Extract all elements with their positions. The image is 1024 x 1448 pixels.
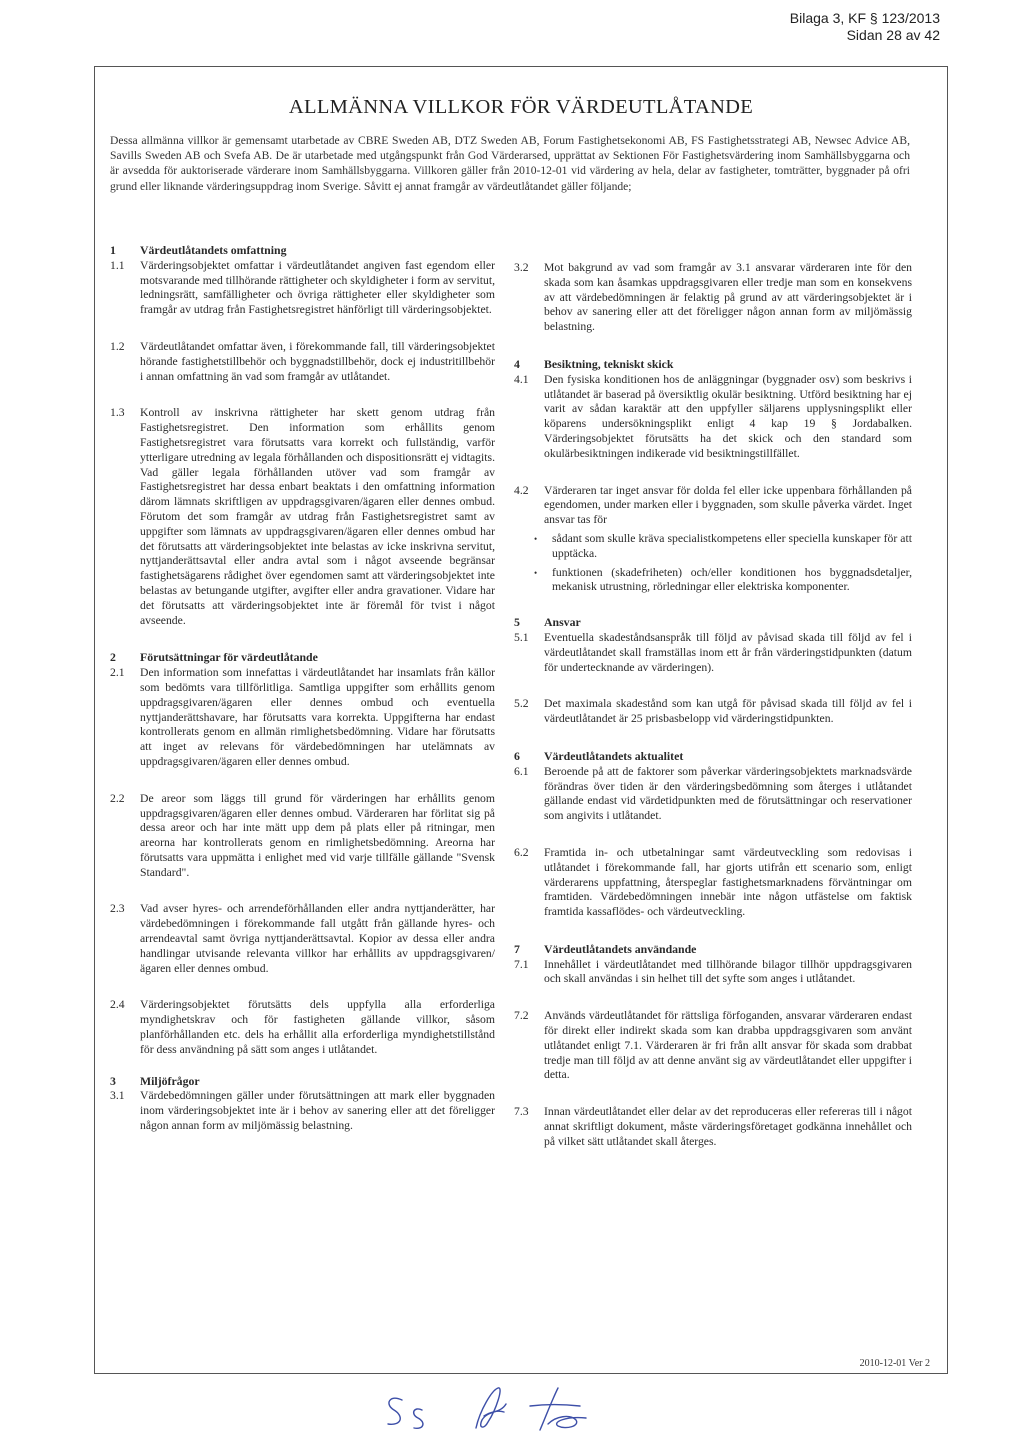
version-footer: 2010-12-01 Ver 2	[859, 1358, 930, 1369]
page-header	[790, 10, 940, 44]
clause-1-1: 1.1 Värderingsobjektet omfattar i värdeutlåtandet angiven fast egendom eller motsvarande med tillhörande rättigheter och skyldigheter i form av servitut, ledningsrätt, samfälligheter och övriga rättigheter eller skyldigheter som framgår av utdrag från Fastighetsregistret hänförligt till värderingsobjektet.	[110, 258, 495, 317]
section-2-heading: 2 Förutsättningar för värdeutlåtande	[110, 650, 318, 665]
clause-1-3: 1.3 Kontroll av inskrivna rättigheter har skett genom utdrag från Fastighetsregistret. Den information som erhållits genom Fastighetsregistret vara förutsatts vara korrekt och fullständig, varför ytterligare utredning av legala förhållanden och dispositionsrätt ej vidtagits. Vad gäller legala förhållanden utöver vad som framgår av Fastighetsregistret har dessa enbart beaktats i den omfattning information därom lämnats skriftligen av uppdragsgivaren/ägaren eller dennes ombud. Förutom det som framgår av utdrag från Fastighetsregistret samt av uppgifter som lämnats av uppdragsgivaren/ägaren eller dennes ombud har det förutsatts att värderingsobjektet inte belastas av icke inskrivna servitut, nyttjanderättsavtal eller andra avtal som i något avseende begränsar fastighetsägarens rådighet över egendomen samt att värderingsobjektet inte belastas av betungande utgifter, avgifter eller andra gravationer. Vidare har det förutsatts att värderingsobjektet inte är föremål för tvist i något avseende.	[110, 406, 495, 627]
clause-1-2: 1.2 Värdeutlåtandet omfattar även, i förekommande fall, till värderingsobjektet hörande fastighetstillbehör och byggnadstillbehör, dock ej industritillbehör i annan omfattning än vad som framgår av utlåtandet.	[110, 339, 495, 383]
clause-2-3: 2.3 Vad avser hyres- och arrendeförhållanden eller andra nyttjanderätter, har värdebedömningen i förekommande fall utgått från gällande hyres- och arrendeavtal samt övriga nyttjanderättsavtal. Kopior av dessa eller andra handlingar utvisande relevanta villkor har erhållits av uppdragsgivaren/ägaren eller dennes ombud.	[110, 902, 495, 975]
clause-2-2: 2.2 De areor som läggs till grund för värderingen har erhållits genom uppdragsgivaren/ägaren eller dennes ombud. Värderaren har förlitat sig på dessa areor och har inte mätt upp dem på plats eller på ritningar, men areorna har kontrollerats genom en rimlighetsbedömning. Areorna har förutsatts vara uppmätta i enlighet med vid varje tillfälle gällande "Svensk Standard".	[110, 791, 495, 879]
intro-paragraph: Dessa allmänna villkor är gemensamt utarbetade av CBRE Sweden AB, DTZ Sweden AB, Forum Fastighetsekonomi AB, FS Fastighetsstrategi AB, Newsec Advice AB, Savills Sweden AB och Svefa AB. De är utarbetade med utgångspunkt från God Värderarsed, upprättat av Sektionen För Fastighetsvärdering inom Samhällsbyggarna och är avsedda för auktoriserade värderare inom Samhällsbyggarna. Villkoren gäller från 2010-12-01 vid värdering av hela, delar av fastigheter, tomträtter, byggnader på ofri grund eller liknande värderingsuppdrag inom Sverige. Såvitt ej annat framgår av värdeutlåtandet gäller följande;	[110, 134, 910, 193]
clause-3-1: 3.1 Värdebedömningen gäller under förutsättningen att mark eller byggnaden inom värderingsobjektet inte är i behov av sanering eller att det föreligger någon annan form av miljömässig belastning.	[110, 1089, 495, 1133]
section-4-heading: 4 Besiktning, tekniskt skick	[514, 356, 674, 371]
header-bilaga: Bilaga 3, KF § 123/2013	[789, 10, 940, 26]
section-3-heading: 3 Miljöfrågor	[110, 1073, 200, 1088]
header-page-number: Sidan 28 av 42	[846, 27, 940, 43]
clause-2-1: 2.1 Den information som innefattas i värdeutlåtandet har insamlats från källor som bedömts vara tillförlitliga. Samtliga uppgifter som erhållits genom uppdragsgivaren/ägaren eller dennes ombud och eventuella nyttjanderättshavare, har förutsatts vara korrekta. Uppgifterna har endast kontrollerats genom en allmän rimlighetsbedömning. Vidare har förutsatts att inget av relevans för värdebedömningen har utelämnats av uppdragsgivaren/ägaren eller dennes ombud.	[110, 666, 495, 768]
list-item: • funktionen (skadefriheten) och/eller konditionen hos byggnadsdetaljer, mekanisk utrustning, rörledningar eller elektriska komponenter.	[534, 566, 912, 596]
section-1-heading: 1 Värdeutlåtandets omfattning	[110, 243, 287, 257]
clause-3-2: 3.2 Mot bakgrund av vad som framgår av 3.1 ansvarar värderaren inte för den skada som kan åsamkas uppdragsgivaren eller tredje man som en konsekvens av att värdebedömningen är felaktig på grund av att värderingsobjektet är i behov av sanering eller att det föreligger någon annan form av miljömässig belastning.	[514, 261, 912, 334]
section-7-heading: 7 Värdeutlåtandets användande	[514, 941, 697, 956]
signature-initials-image	[380, 1380, 600, 1440]
section-6-heading: 6 Värdeutlåtandets aktualitet	[514, 748, 684, 763]
signature-stroke	[414, 1409, 423, 1428]
clause-7-3: 7.3 Innan värdeutlåtandet eller delar av det reproduceras eller refereras till i något annat skriftligt dokument, måste värderingsföretaget godkänna innehållet och på vilket sätt utlåtandet skall återges.	[514, 1105, 912, 1148]
clause-7-1: 7.1 Innehållet i värdeutlåtandet med tillhörande bilagor tillhör uppdragsgivaren och skall användas i sin helhet till det syfte som anges i utlåtandet.	[514, 957, 912, 986]
clause-5-1: 5.1 Eventuella skadeståndsanspråk till följd av påvisad skada till följd av fel i värdeutlåtandet skall framställas inom ett år från värderingstidpunkten (datum för undertecknande av värderingen).	[514, 630, 912, 674]
left-column	[110, 243, 495, 1134]
section-5-heading: 5 Ansvar	[514, 615, 581, 630]
bullet-list	[514, 532, 912, 595]
signature-stroke	[388, 1398, 402, 1424]
clause-5-2: 5.2 Det maximala skadestånd som kan utgå för påvisad skada till följd av fel i värdeutlåtandet är 25 prisbasbelopp vid värderingstidpunkten.	[514, 697, 912, 726]
clause-4-1: 4.1 Den fysiska konditionen hos de anläggningar (byggnader osv) som beskrivs i utlåtandet är baserad på översiktlig okulär besiktning. Utförd besiktning har ej varit av sådan karaktär att den uppfyller säljarens upplysningsplikt eller köparens undersökningsplikt enligt 4 kap 19 § Jordabalken. Värderingsobjektet förutsätts ha det skick och den standard som okulärbesiktningen indikerade vid besiktningstillfället.	[514, 372, 912, 460]
clause-2-4: 2.4 Värderingsobjektet förutsätts dels uppfylla alla erforderliga myndighetskrav och för fastigheten gällande villkor, såsom planförhållanden etc. dels ha erhållit alla erforderliga myndighetstillstånd för dess användning på sätt som anges i utlåtandet.	[110, 998, 495, 1056]
signature-stroke	[548, 1417, 586, 1428]
clause-4-2: 4.2 Värderaren tar inget ansvar för dolda fel eller icke uppenbara förhållanden på egendomen, under marken eller i byggnaden, som skulle påverka värdet. Inget ansvar tas för	[514, 483, 912, 527]
document-title: ALLMÄNNA VILLKOR FÖR VÄRDEUTLÅTANDE	[288, 96, 754, 118]
clause-7-2: 7.2 Används värdeutlåtandet för rättsliga förfoganden, ansvarar värderaren endast för direkt eller indirekt skada som kan drabba uppdragsgivaren som använt utlåtandet enligt 7.1. Värderaren är fri från allt ansvar för skada som drabbat tredje man till följd av att denne använt sig av värdeutlåtandet eller uppgifter i detta.	[514, 1009, 912, 1082]
clause-6-2: 6.2 Framtida in- och utbetalningar samt värdeutveckling som redovisas i utlåtandet i förekommande fall, har gjorts utifrån ett scenario som, enligt värderarens uppfattning, återspeglar fastighetsmarknadens förväntningar om framtiden. Värdebedömningen innebär inte någon utfästelse om faktisk framtida kassaflödes- och värdeutveckling.	[514, 845, 912, 919]
signature-stroke	[476, 1388, 506, 1428]
right-column	[514, 261, 912, 1150]
clause-6-1: 6.1 Beroende på att de faktorer som påverkar värderingsobjektets marknadsvärde förändras över tiden är den värderingsbedömning som återges i utlåtandet gällande endast vid värdetidpunkten med de förutsättningar och reservationer som angivits i utlåtandet.	[514, 764, 912, 823]
list-item: • sådant som skulle kräva specialistkompetens eller speciella kunskaper för att upptäcka.	[534, 532, 912, 562]
signature-stroke	[530, 1405, 580, 1407]
